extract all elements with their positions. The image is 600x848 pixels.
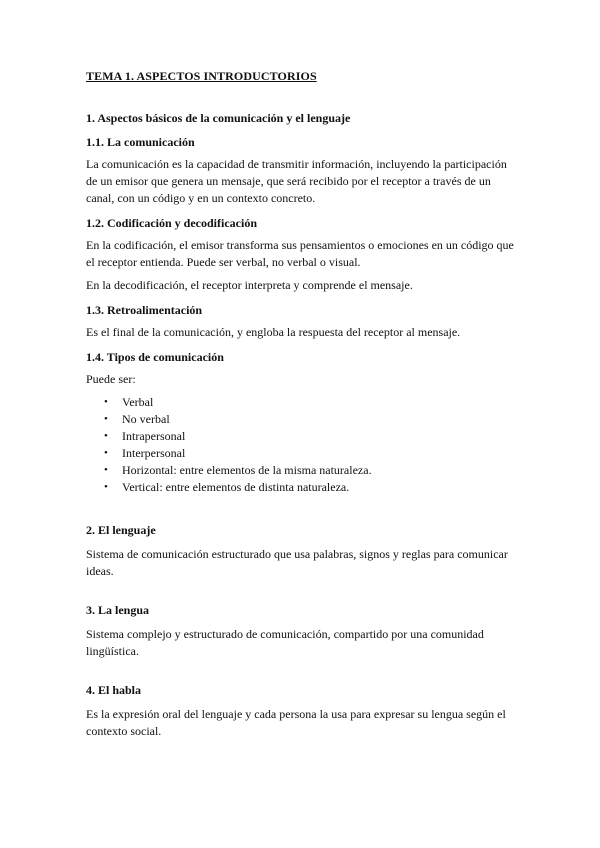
list-item: • Verbal — [104, 395, 154, 409]
subsection-1-3-heading: 1.3. Retroalimentación — [86, 303, 203, 317]
bullet-icon: • — [104, 413, 108, 425]
section-3-heading: 3. La lengua — [86, 603, 150, 617]
list-item: • Interpersonal — [104, 446, 186, 460]
subsection-1-1-text: La comunicación es la capacidad de transmitir información, incluyendo la participación de un emisor que genera un mensaje, que será recibido por el receptor a través de un canal, con un código y en un contexto concreto. — [86, 157, 507, 205]
section-1-heading: 1. Aspectos básicos de la comunicación y el lenguaje — [86, 111, 351, 125]
subsection-1-1-heading: 1.1. La comunicación — [86, 135, 195, 149]
list-item: • Vertical: entre elementos de distinta naturaleza. — [104, 480, 350, 494]
list-item: • Intrapersonal — [104, 429, 186, 443]
bullet-icon: • — [104, 481, 108, 493]
list-item: • No verbal — [104, 412, 170, 426]
section-4-heading: 4. El habla — [86, 683, 142, 697]
subsection-1-2-heading: 1.2. Codificación y decodificación — [86, 216, 257, 230]
bullet-icon: • — [104, 447, 108, 459]
section-2-heading: 2. El lenguaje — [86, 523, 156, 537]
subsection-1-4-heading: 1.4. Tipos de comunicación — [86, 350, 224, 364]
subsection-1-2-text-1: En la codificación, el emisor transforma sus pensamientos o emociones en un código que el receptor entienda. Puede ser verbal, no verbal o visual. — [86, 238, 514, 269]
bullet-icon: • — [104, 430, 108, 442]
subsection-1-3-text: Es el final de la comunicación, y engloba la respuesta del receptor al mensaje. — [86, 325, 461, 339]
communication-types-list — [86, 394, 520, 496]
bullet-icon: • — [104, 464, 108, 476]
document-title: TEMA 1. ASPECTOS INTRODUCTORIOS — [86, 69, 317, 83]
bullet-icon: • — [104, 396, 108, 408]
section-3-text: Sistema complejo y estructurado de comunicación, compartido por una comunidad lingüística. — [86, 627, 484, 658]
section-4-text: Es la expresión oral del lenguaje y cada persona la usa para expresar su lengua según el contexto social. — [86, 707, 506, 738]
subsection-1-4-intro: Puede ser: — [86, 372, 136, 386]
section-2-text: Sistema de comunicación estructurado que usa palabras, signos y reglas para comunicar ideas. — [86, 547, 508, 578]
list-item: • Horizontal: entre elementos de la misma naturaleza. — [104, 463, 372, 477]
subsection-1-2-text-2: En la decodificación, el receptor interpreta y comprende el mensaje. — [86, 278, 413, 292]
